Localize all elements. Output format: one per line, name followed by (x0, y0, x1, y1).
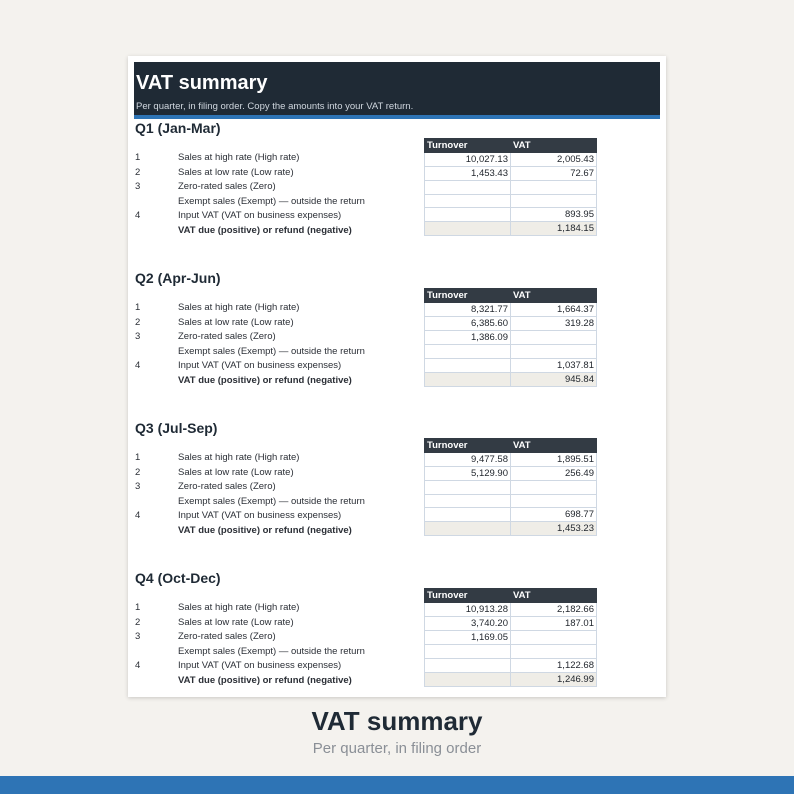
vat-cell: 319.28 (511, 317, 597, 331)
table-row (425, 658, 597, 672)
row-description: Zero-rated sales (Zero) (178, 481, 276, 492)
row-description: Exempt sales (Exempt) — outside the return (178, 345, 365, 357)
row-label (135, 616, 425, 631)
table-header-row (425, 289, 597, 303)
amounts-table (424, 588, 597, 687)
table-row (425, 208, 597, 222)
row-label (135, 209, 425, 224)
turnover-cell (425, 208, 511, 222)
vat-cell: 1,184.15 (511, 222, 597, 236)
row-label (135, 330, 425, 345)
row-label (135, 374, 425, 389)
table-row (425, 672, 597, 686)
row-description: Sales at high rate (High rate) (178, 452, 300, 463)
turnover-cell (425, 345, 511, 359)
title-banner (134, 62, 660, 119)
row-description: Input VAT (VAT on business expenses) (178, 210, 342, 221)
quarter-section (128, 270, 666, 420)
vat-header: VAT (511, 439, 597, 453)
row-number: 2 (135, 316, 141, 328)
row-label (135, 524, 425, 539)
table-row (425, 617, 597, 631)
turnover-cell (425, 645, 511, 659)
row-number: 1 (135, 602, 141, 613)
vat-cell (511, 181, 597, 195)
row-number: 3 (135, 481, 141, 492)
row-description: Sales at high rate (High rate) (178, 602, 300, 613)
turnover-cell: 6,385.60 (425, 317, 511, 331)
row-number: 1 (135, 302, 141, 313)
row-number: 2 (135, 466, 141, 478)
row-number: 1 (135, 452, 141, 463)
table-row (425, 358, 597, 372)
row-description: Exempt sales (Exempt) — outside the return (178, 645, 365, 657)
amounts-table (424, 288, 597, 387)
row-label (135, 180, 425, 195)
row-number: 4 (135, 360, 141, 371)
turnover-cell (425, 358, 511, 372)
row-label (135, 345, 425, 360)
row-description: Exempt sales (Exempt) — outside the return (178, 495, 365, 507)
quarter-section (128, 420, 666, 570)
table-row (425, 645, 597, 659)
vat-cell: 72.67 (511, 167, 597, 181)
turnover-cell (425, 372, 511, 386)
turnover-cell: 5,129.90 (425, 467, 511, 481)
spreadsheet-page (128, 56, 666, 697)
row-label (135, 151, 425, 166)
row-description: Input VAT (VAT on business expenses) (178, 510, 342, 521)
vat-cell: 256.49 (511, 467, 597, 481)
vat-cell: 2,182.66 (511, 603, 597, 617)
vat-cell: 1,122.68 (511, 658, 597, 672)
row-number: 4 (135, 210, 141, 221)
table-row (425, 372, 597, 386)
table-row (425, 317, 597, 331)
table-row (425, 603, 597, 617)
turnover-header: Turnover (425, 139, 511, 153)
row-number: 3 (135, 631, 141, 642)
vat-cell: 1,037.81 (511, 358, 597, 372)
vat-cell (511, 331, 597, 345)
table-row (425, 345, 597, 359)
table-row (425, 508, 597, 522)
row-number: 1 (135, 152, 141, 163)
row-description: Sales at high rate (High rate) (178, 302, 300, 313)
table-row (425, 631, 597, 645)
row-description: VAT due (positive) or refund (negative) (178, 224, 352, 236)
table-row (425, 167, 597, 181)
row-description: Zero-rated sales (Zero) (178, 181, 276, 192)
row-label (135, 466, 425, 481)
row-label (135, 630, 425, 645)
table-row (425, 194, 597, 208)
quarter-title: Q3 (Jul-Sep) (135, 420, 218, 436)
row-description: Sales at low rate (Low rate) (178, 466, 294, 478)
row-description: Sales at high rate (High rate) (178, 152, 300, 163)
row-number: 4 (135, 660, 141, 671)
row-description: Exempt sales (Exempt) — outside the return (178, 195, 365, 207)
quarter-section (128, 120, 666, 270)
table-row (425, 331, 597, 345)
row-description: VAT due (positive) or refund (negative) (178, 524, 352, 536)
vat-header: VAT (511, 289, 597, 303)
table-row (425, 181, 597, 195)
row-description: Sales at low rate (Low rate) (178, 616, 294, 628)
row-description: VAT due (positive) or refund (negative) (178, 674, 352, 686)
row-description: Input VAT (VAT on business expenses) (178, 660, 342, 671)
table-row (425, 222, 597, 236)
row-label (135, 659, 425, 674)
turnover-cell: 8,321.77 (425, 303, 511, 317)
table-row (425, 303, 597, 317)
turnover-cell (425, 481, 511, 495)
row-label (135, 509, 425, 524)
row-label (135, 480, 425, 495)
vat-cell: 187.01 (511, 617, 597, 631)
row-label (135, 316, 425, 331)
row-label (135, 601, 425, 616)
turnover-header: Turnover (425, 589, 511, 603)
turnover-cell (425, 672, 511, 686)
vat-cell (511, 645, 597, 659)
row-label (135, 645, 425, 660)
turnover-cell (425, 181, 511, 195)
turnover-header: Turnover (425, 439, 511, 453)
row-description: Sales at low rate (Low rate) (178, 316, 294, 328)
vat-cell (511, 631, 597, 645)
turnover-cell (425, 194, 511, 208)
table-header-row (425, 139, 597, 153)
quarter-section (128, 570, 666, 720)
row-number: 2 (135, 616, 141, 628)
vat-cell: 945.84 (511, 372, 597, 386)
quarter-title: Q2 (Apr-Jun) (135, 270, 221, 286)
row-label (135, 301, 425, 316)
row-number: 2 (135, 166, 141, 178)
turnover-cell: 10,027.13 (425, 153, 511, 167)
vat-cell: 1,246.99 (511, 672, 597, 686)
row-label (135, 195, 425, 210)
turnover-cell (425, 508, 511, 522)
vat-cell (511, 194, 597, 208)
vat-header: VAT (511, 589, 597, 603)
vat-cell: 698.77 (511, 508, 597, 522)
footer-accent-bar (0, 776, 794, 794)
table-row (425, 453, 597, 467)
row-label (135, 224, 425, 239)
row-label (135, 495, 425, 510)
row-description: Zero-rated sales (Zero) (178, 331, 276, 342)
sheet-title: VAT summary (136, 72, 268, 94)
turnover-cell (425, 222, 511, 236)
amounts-table (424, 138, 597, 236)
vat-cell: 1,895.51 (511, 453, 597, 467)
table-row (425, 494, 597, 508)
vat-cell (511, 494, 597, 508)
row-number: 3 (135, 331, 141, 342)
vat-cell: 2,005.43 (511, 153, 597, 167)
row-label (135, 359, 425, 374)
table-row (425, 481, 597, 495)
vat-cell: 893.95 (511, 208, 597, 222)
sheet-subtitle: Per quarter, in filing order. Copy the amounts into your VAT return. (136, 101, 414, 112)
table-row (425, 522, 597, 536)
row-description: Zero-rated sales (Zero) (178, 631, 276, 642)
turnover-cell: 10,913.28 (425, 603, 511, 617)
row-label (135, 451, 425, 466)
turnover-header: Turnover (425, 289, 511, 303)
table-header-row (425, 589, 597, 603)
quarter-title: Q4 (Oct-Dec) (135, 570, 221, 586)
row-description: Input VAT (VAT on business expenses) (178, 360, 342, 371)
vat-cell (511, 481, 597, 495)
vat-cell: 1,453.23 (511, 522, 597, 536)
turnover-cell (425, 494, 511, 508)
row-label (135, 674, 425, 689)
amounts-table (424, 438, 597, 536)
turnover-cell: 1,453.43 (425, 167, 511, 181)
turnover-cell (425, 658, 511, 672)
turnover-cell: 3,740.20 (425, 617, 511, 631)
row-label (135, 166, 425, 181)
row-number: 4 (135, 510, 141, 521)
quarter-title: Q1 (Jan-Mar) (135, 120, 221, 136)
table-header-row (425, 439, 597, 453)
table-row (425, 153, 597, 167)
table-row (425, 467, 597, 481)
vat-cell: 1,664.37 (511, 303, 597, 317)
turnover-cell: 1,386.09 (425, 331, 511, 345)
row-description: VAT due (positive) or refund (negative) (178, 374, 352, 386)
row-number: 3 (135, 181, 141, 192)
vat-cell (511, 345, 597, 359)
turnover-cell: 1,169.05 (425, 631, 511, 645)
turnover-cell (425, 522, 511, 536)
caption-subtitle: Per quarter, in filing order (312, 740, 482, 757)
vat-header: VAT (511, 139, 597, 153)
turnover-cell: 9,477.58 (425, 453, 511, 467)
caption-title: VAT summary (311, 706, 483, 736)
row-description: Sales at low rate (Low rate) (178, 166, 294, 178)
